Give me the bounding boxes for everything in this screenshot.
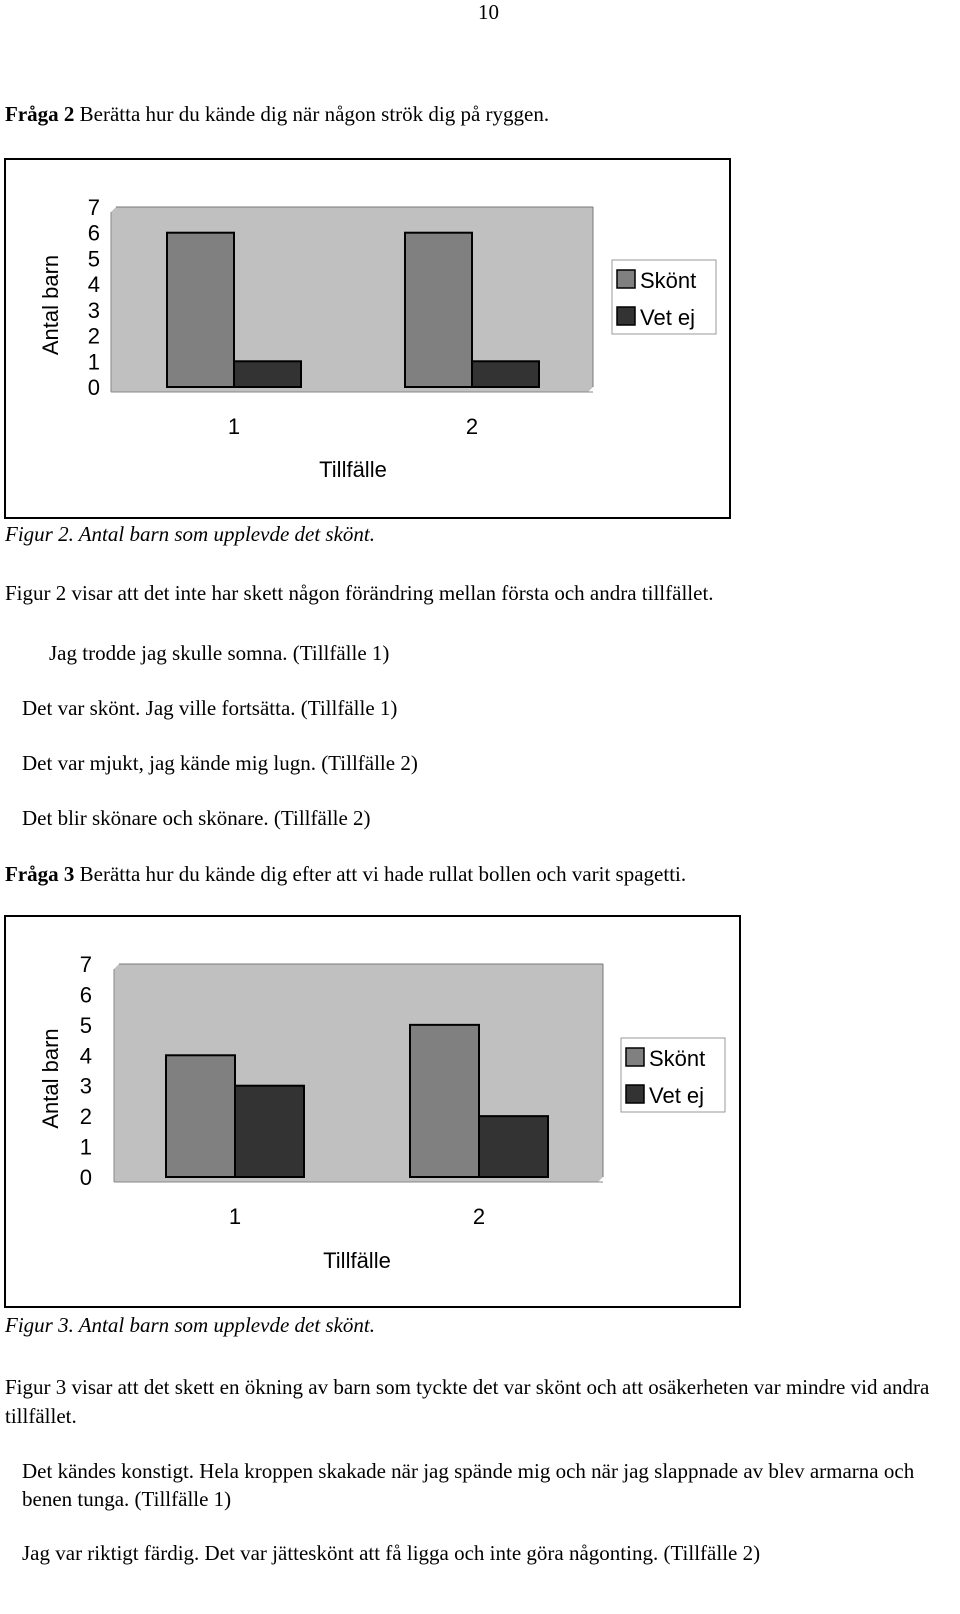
x-axis-label: Tillfälle (323, 1248, 391, 1273)
bar-skont (405, 233, 472, 387)
y-tick-label: 7 (79, 952, 92, 977)
question-3 (5, 862, 686, 886)
question-3-text: Berätta hur du kände dig efter att vi hade rullat bollen och varit spagetti. (79, 862, 687, 886)
question-2 (5, 102, 549, 126)
legend-swatch (626, 1048, 644, 1066)
y-tick-label: 2 (87, 323, 100, 349)
x-tick-label: 2 (472, 1204, 486, 1229)
figure-2-chart (6, 160, 729, 517)
legend-label: Skönt (649, 1046, 706, 1071)
legend-label: Vet ej (649, 1083, 705, 1108)
bar-vet-ej (479, 1116, 548, 1177)
figure-3-caption: Figur 3. Antal barn som upplevde det skönt. (5, 1313, 375, 1337)
x-tick-label: 2 (465, 414, 479, 439)
x-tick-label: 1 (228, 1204, 242, 1229)
y-tick-label: 2 (79, 1104, 92, 1130)
y-axis-label: Antal barn (38, 1028, 63, 1129)
y-tick-label: 5 (79, 1012, 92, 1038)
legend-label: Skönt (640, 268, 697, 293)
figure-2-description: Figur 2 visar att det inte har skett någon förändring mellan första och andra tillfället. (5, 581, 714, 605)
legend-label: Vet ej (640, 305, 696, 330)
y-tick-label: 3 (79, 1073, 92, 1099)
quote: Det var skönt. Jag ville fortsätta. (Tillfälle 1) (22, 696, 398, 720)
y-tick-label: 5 (87, 246, 100, 272)
x-axis-label: Tillfälle (319, 457, 387, 482)
y-tick-label: 0 (79, 1165, 92, 1190)
legend-swatch (617, 270, 635, 288)
y-tick-label: 0 (87, 375, 100, 400)
quote: Det var mjukt, jag kände mig lugn. (Tillfälle 2) (22, 751, 418, 775)
figure-3-frame (4, 915, 741, 1308)
quote: Jag var riktigt färdig. Det var jätteskönt att få ligga och inte göra någonting. (Tillfälle 2) (22, 1541, 761, 1565)
figure-3-description: Figur 3 visar att det skett en ökning av barn som tyckte det var skönt och att osäkerheten var mindre vid andra tillfället. (5, 1375, 930, 1428)
y-tick-label: 3 (87, 297, 100, 323)
bar-skont (166, 1055, 235, 1177)
bar-skont (167, 233, 234, 387)
quote: Det kändes konstigt. Hela kroppen skakade när jag spände mig och när jag slappnade av blev armarna och benen tunga. (Tillfälle 1) (22, 1459, 915, 1511)
bar-vet-ej (472, 361, 539, 387)
bar-vet-ej (235, 1086, 304, 1177)
legend-swatch (626, 1085, 644, 1103)
figure-2-frame (4, 158, 731, 519)
bar-vet-ej (234, 361, 301, 387)
y-tick-label: 7 (87, 195, 100, 220)
x-tick-label: 1 (227, 414, 241, 439)
question-2-text: Berätta hur du kände dig när någon strök dig på ryggen. (79, 102, 550, 126)
y-tick-label: 6 (87, 220, 100, 246)
y-tick-label: 1 (79, 1134, 92, 1160)
legend-swatch (617, 307, 635, 325)
y-tick-label: 6 (79, 982, 92, 1008)
y-tick-label: 1 (87, 349, 100, 375)
figure-3-chart (6, 917, 739, 1306)
quote: Det blir skönare och skönare. (Tillfälle 2) (22, 806, 371, 830)
quote: Jag trodde jag skulle somna. (Tillfälle 1) (49, 641, 390, 665)
question-3-label: Fråga 3 (5, 862, 75, 886)
bar-skont (410, 1025, 479, 1177)
y-tick-label: 4 (79, 1043, 92, 1069)
question-2-label: Fråga 2 (5, 102, 75, 126)
y-tick-label: 4 (87, 272, 100, 298)
page-number: 10 (478, 0, 499, 24)
figure-2-caption: Figur 2. Antal barn som upplevde det skönt. (5, 522, 375, 546)
y-axis-label: Antal barn (38, 254, 63, 356)
